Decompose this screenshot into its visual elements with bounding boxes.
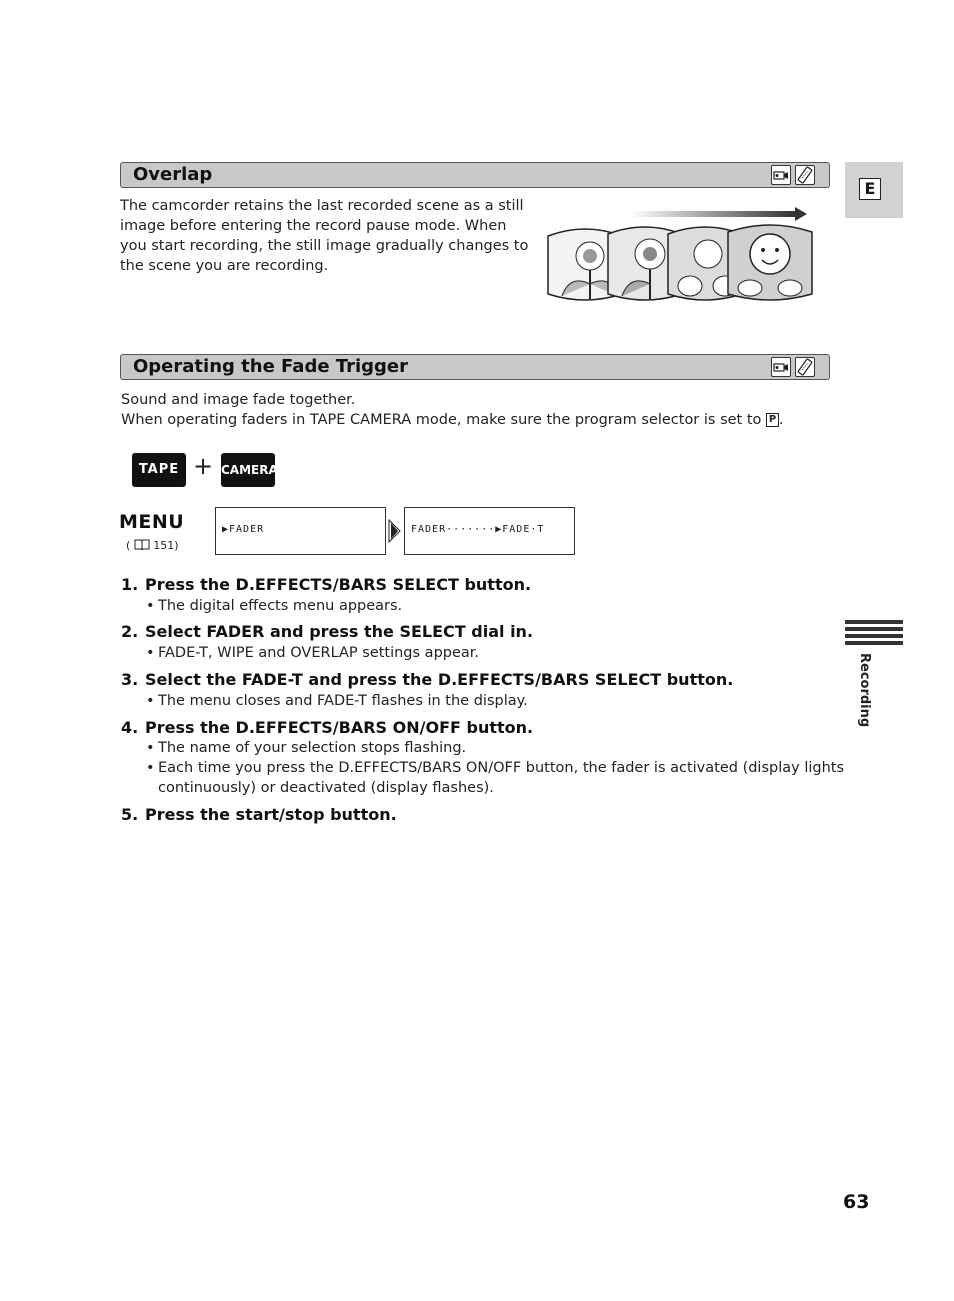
camera-mode-icon bbox=[771, 165, 791, 185]
menu-screen-fade-t bbox=[404, 507, 575, 555]
remote-control-icon bbox=[795, 357, 815, 377]
overlap-title: Overlap bbox=[133, 164, 213, 185]
program-mode-icon: P bbox=[766, 413, 779, 427]
step-2-bullet: • FADE-T, WIPE and OVERLAP settings appear. bbox=[158, 643, 479, 663]
menu-screen-fade-t-text: FADER·······▶FADE·T bbox=[411, 524, 545, 535]
page-number: 63 bbox=[843, 1191, 870, 1213]
overlap-illustration bbox=[540, 204, 820, 308]
overlap-line: the scene you are recording. bbox=[120, 258, 329, 274]
step-1-title: 1. Press the D.EFFECTS/BARS SELECT button. bbox=[121, 575, 532, 594]
menu-label: MENU bbox=[119, 511, 185, 533]
fade-intro bbox=[121, 390, 821, 430]
book-icon bbox=[134, 539, 150, 553]
step-3-title: 3. Select the FADE-T and press the D.EFFECTS/BARS SELECT button. bbox=[121, 670, 734, 689]
menu-page-ref: ( 151) bbox=[126, 539, 179, 552]
overlap-header bbox=[120, 162, 830, 188]
language-tab-letter: E bbox=[859, 178, 881, 200]
camera-mode-icon bbox=[771, 357, 791, 377]
step-4-bullet-continuation: continuously) or deactivated (display flashes). bbox=[158, 780, 494, 796]
step-4-bullet: • The name of your selection stops flashing. bbox=[158, 738, 466, 758]
fade-trigger-title: Operating the Fade Trigger bbox=[133, 356, 409, 377]
fade-intro-line2: When operating faders in TAPE CAMERA mode, make sure the program selector is set to P . bbox=[121, 412, 784, 428]
chapter-label: Recording bbox=[857, 653, 872, 728]
overlap-line: image before entering the record pause mode. When bbox=[120, 218, 507, 234]
overlap-line: The camcorder retains the last recorded scene as a still bbox=[120, 198, 524, 214]
step-1-bullet: • The digital effects menu appears. bbox=[158, 596, 402, 616]
camera-key: CAMERA bbox=[221, 453, 275, 487]
language-tab bbox=[845, 162, 903, 218]
chapter-marker-lines bbox=[845, 620, 903, 645]
overlap-line: you start recording, the still image gradually changes to bbox=[120, 238, 529, 254]
fade-intro-line1: Sound and image fade together. bbox=[121, 392, 356, 408]
menu-screen-fader-text: ▶FADER bbox=[222, 524, 265, 535]
remote-control-icon bbox=[795, 165, 815, 185]
plus-sign: + bbox=[193, 452, 214, 480]
menu-screen-fader bbox=[215, 507, 386, 555]
step-4-title: 4. Press the D.EFFECTS/BARS ON/OFF button. bbox=[121, 718, 534, 737]
tape-key: TAPE bbox=[132, 453, 186, 487]
step-2-title: 2. Select FADER and press the SELECT dial in. bbox=[121, 622, 534, 641]
step-3-bullet: • The menu closes and FADE-T flashes in the display. bbox=[158, 691, 528, 711]
overlap-description bbox=[120, 196, 530, 276]
step-4-bullet: • Each time you press the D.EFFECTS/BARS ON/OFF button, the fader is activated (display lights bbox=[158, 758, 844, 778]
fade-trigger-header bbox=[120, 354, 830, 380]
double-arrow-icon bbox=[388, 519, 402, 543]
step-5-title: 5. Press the start/stop button. bbox=[121, 805, 397, 824]
